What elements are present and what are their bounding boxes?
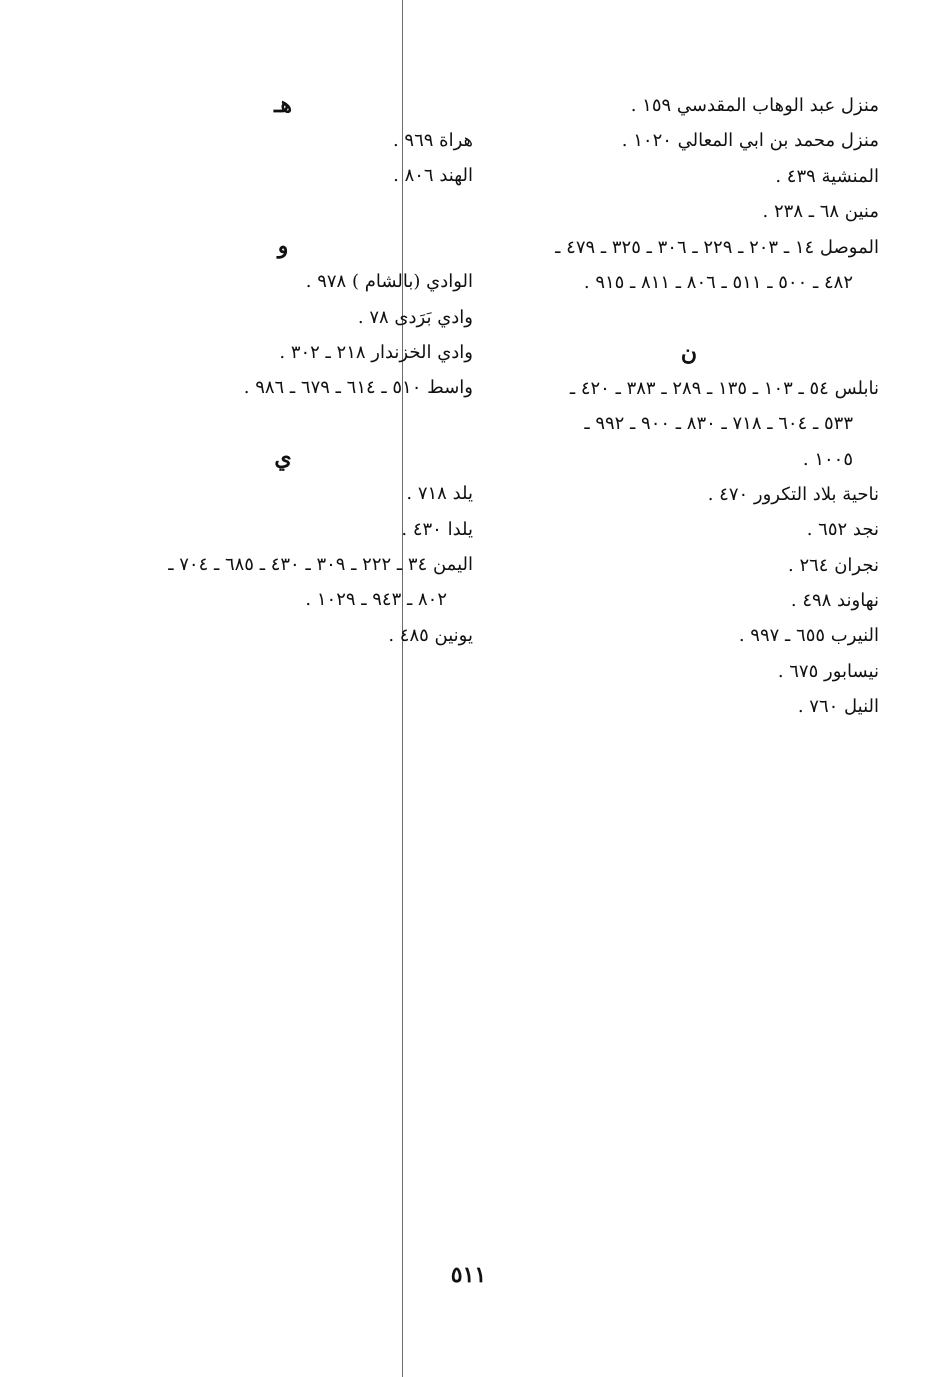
index-entry: يونين ٤٨٥ .: [388, 624, 473, 646]
index-entry-continuation: ٥٣٣ ـ ٦٠٤ ـ ٧١٨ ـ ٨٣٠ ـ ٩٠٠ ـ ٩٩٢ ـ: [584, 413, 853, 435]
index-entry-continuation: ٨٠٢ ـ ٩٤٣ ـ ١٠٢٩ .: [305, 589, 447, 611]
index-entry-mosul: الموصل ١٤ ـ ٢٠٣ ـ ٢٢٩ ـ ٣٠٦ ـ ٣٢٥ ـ ٤٧٩ ـ: [555, 236, 879, 258]
index-entry: النيرب ٦٥٥ ـ ٩٩٧ .: [738, 625, 879, 647]
index-entry: هراة ٩٦٩ .: [392, 130, 473, 151]
index-entry: يلد ٧١٨ .: [406, 483, 473, 505]
index-entry: منين ٦٨ ـ ٢٣٨ .: [762, 201, 879, 223]
index-entry: النيل ٧٦٠ .: [797, 696, 879, 718]
section-letter-ha: هـ: [273, 92, 293, 118]
index-entry: منزل محمد بن ابي المعالي ١٠٢٠ .: [621, 130, 879, 152]
index-entry-nablus: نابلس ٥٤ ـ ١٠٣ ـ ١٣٥ ـ ٢٨٩ ـ ٣٨٣ ـ ٤٢٠ ـ: [569, 377, 879, 399]
index-entry: ناحية بلاد التكرور ٤٧٠ .: [707, 483, 879, 505]
index-entry: الهند ٨٠٦ .: [393, 165, 473, 187]
index-entry: وادي بَرَدى ٧٨ .: [357, 306, 473, 328]
index-entry-continuation: ٤٨٢ ـ ٥٠٠ ـ ٥١١ ـ ٨٠٦ ـ ٨١١ ـ ٩١٥ .: [583, 271, 853, 293]
index-column-right: [499, 88, 879, 725]
index-entry: يلدا ٤٣٠ .: [401, 518, 473, 540]
index-entry: نجد ٦٥٢ .: [806, 519, 879, 541]
section-letter-waw: و: [277, 233, 289, 260]
index-column-left: [93, 88, 473, 653]
page-number: ٥١١: [450, 1262, 487, 1288]
index-entry: منزل عبد الوهاب المقدسي ١٥٩ .: [630, 95, 879, 116]
index-entry: نهاوند ٤٩٨ .: [790, 590, 879, 612]
index-entry: نيسابور ٦٧٥ .: [777, 660, 879, 682]
index-entry-continuation: ١٠٠٥ .: [802, 448, 853, 470]
index-entry: الوادي (بالشام ) ٩٧٨ .: [305, 271, 473, 293]
index-entry: وادي الخزندار ٢١٨ ـ ٣٠٢ .: [279, 341, 473, 363]
section-letter-ya: ي: [274, 445, 292, 472]
index-entry: نجران ٢٦٤ .: [788, 554, 879, 576]
index-entry: المنشية ٤٣٩ .: [775, 165, 879, 187]
index-entry: واسط ٥١٠ ـ ٦١٤ ـ ٦٧٩ ـ ٩٨٦ .: [243, 377, 473, 399]
section-letter-nun: ن: [680, 339, 698, 366]
index-entry-yemen: اليمن ٣٤ ـ ٢٢٢ ـ ٣٠٩ ـ ٤٣٠ ـ ٦٨٥ ـ ٧٠٤ ـ: [168, 553, 473, 575]
